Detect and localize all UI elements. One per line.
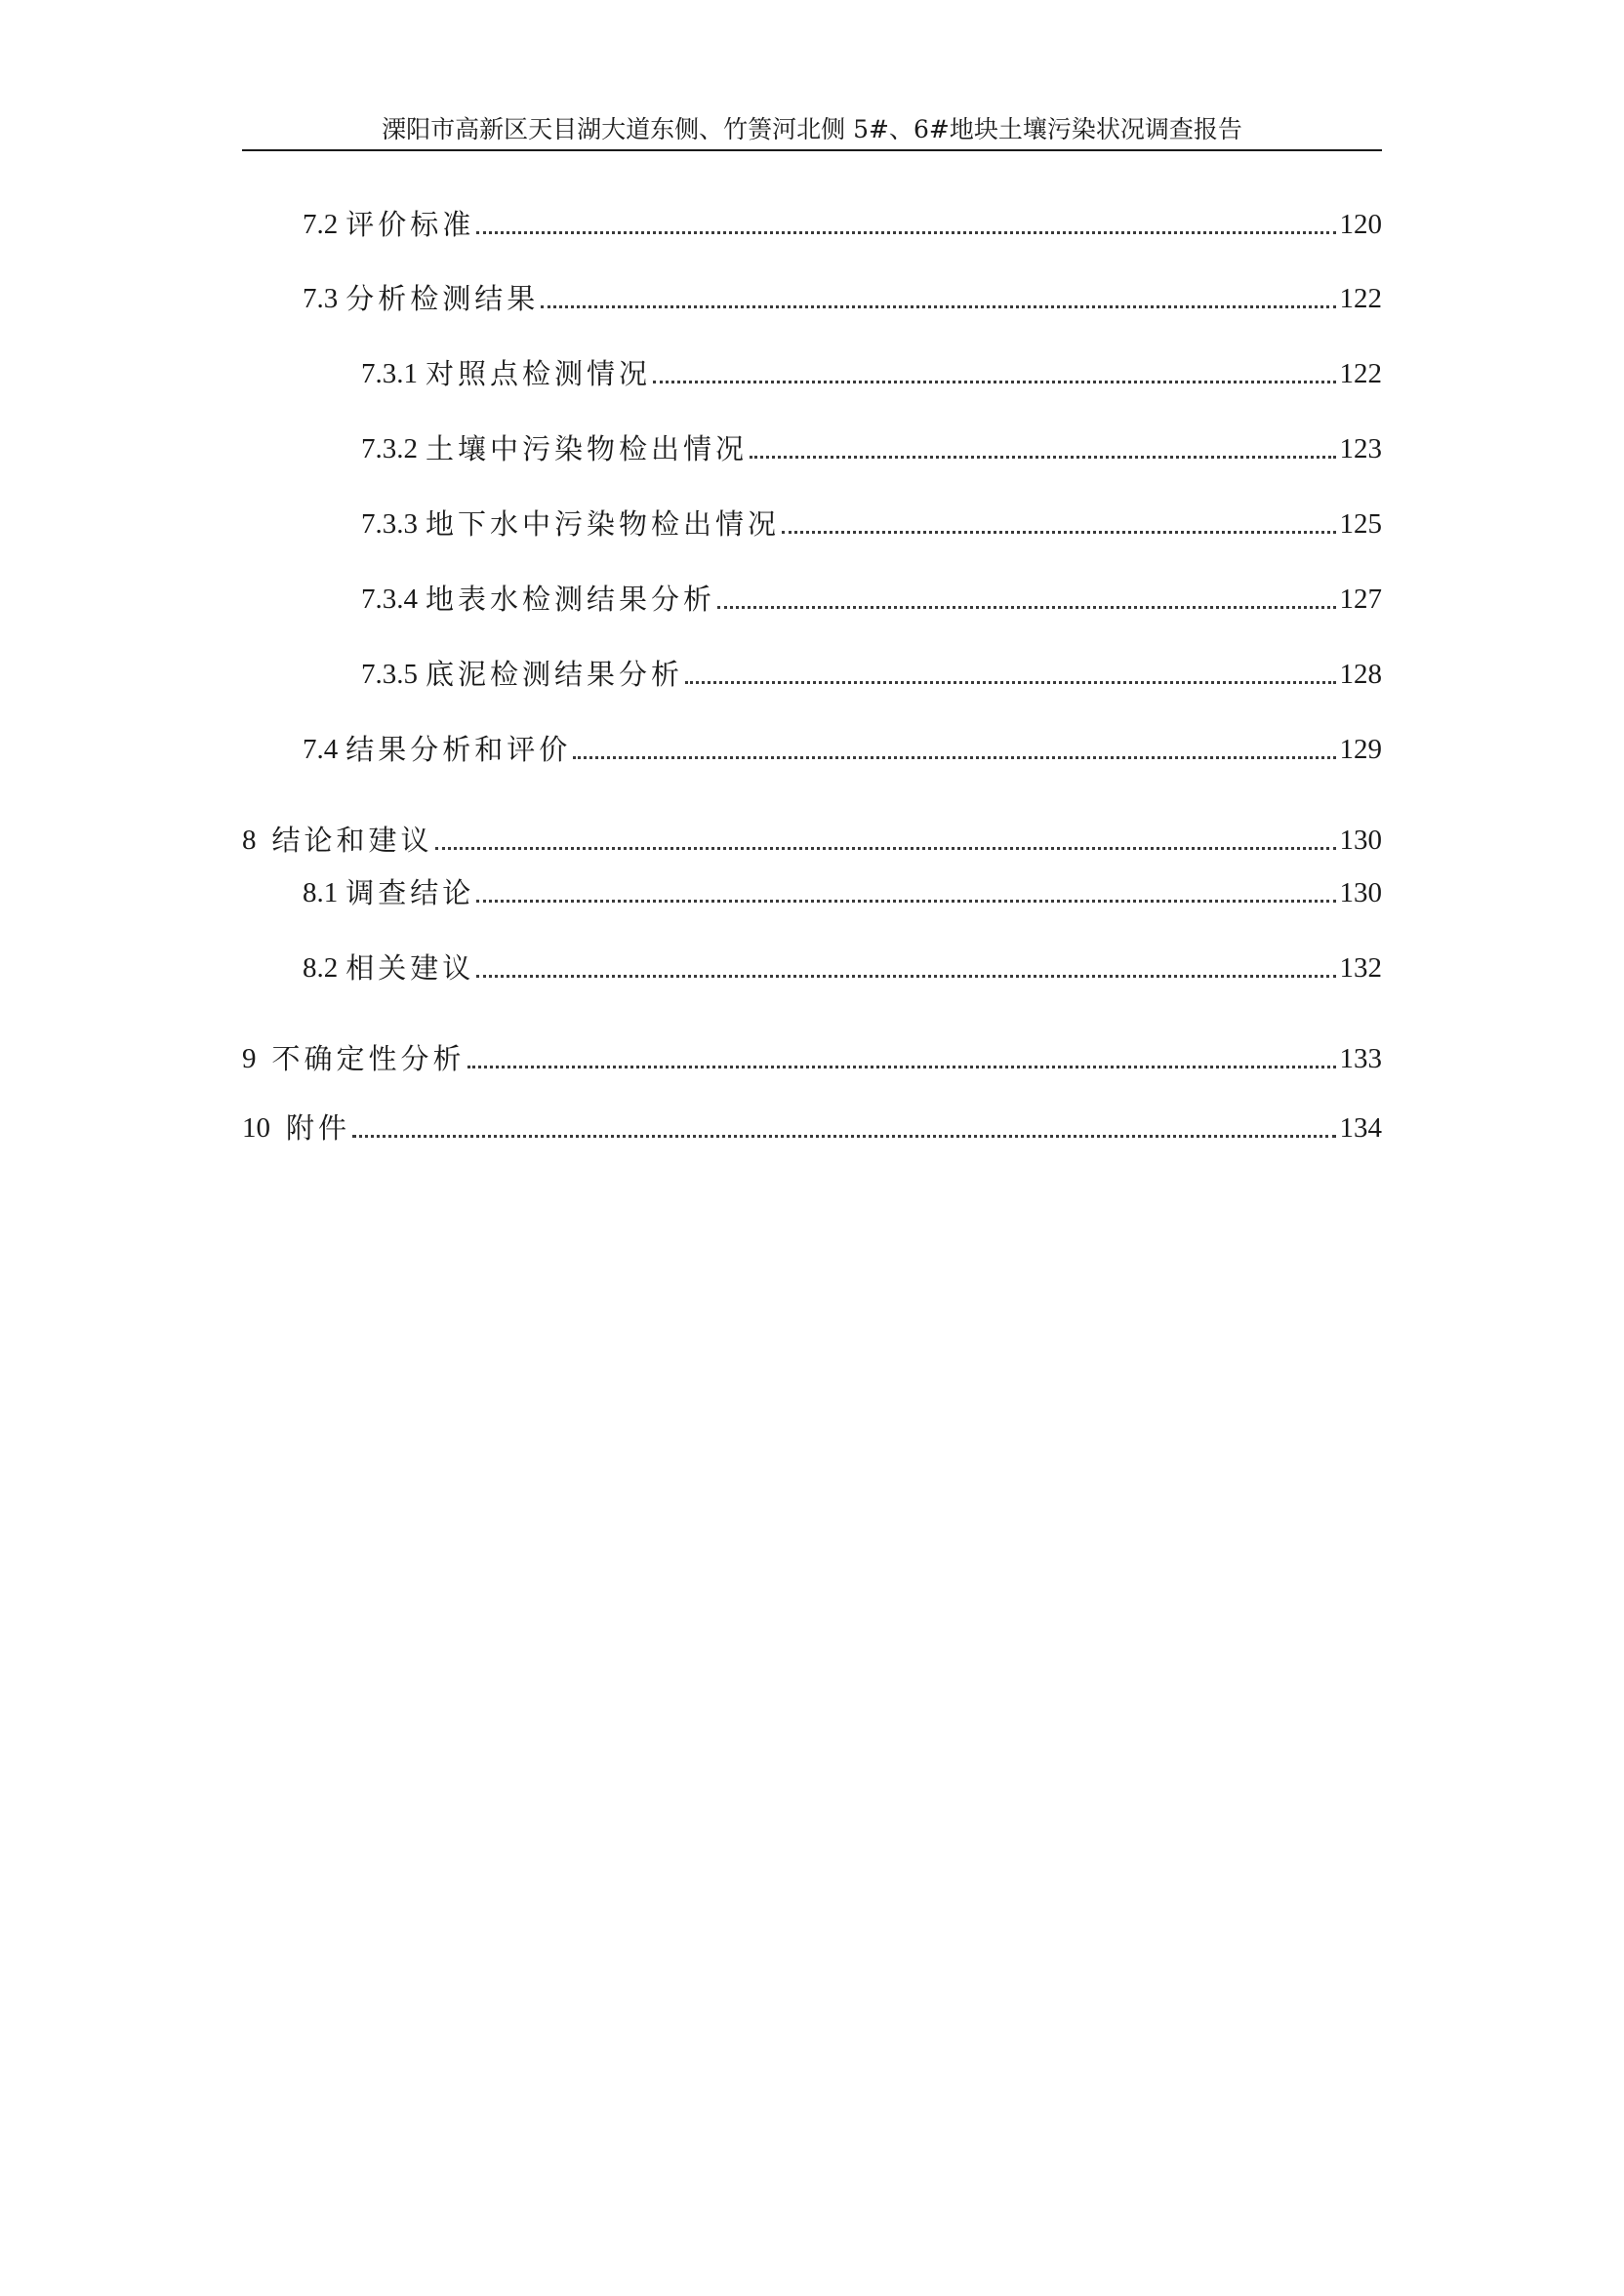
toc-entry-title: 不确定性分析 <box>271 1042 466 1075</box>
toc-entry-page: 127 <box>1339 584 1382 615</box>
dot-leader <box>435 847 1336 850</box>
toc-entry-title: 结论和建议 <box>271 824 433 857</box>
toc-entry-title: 地下水中污染物检出情况 <box>426 507 781 541</box>
toc-entry-title: 对照点检测情况 <box>426 357 652 390</box>
toc-entry-number: 9 <box>242 1043 257 1074</box>
toc-entry-page: 122 <box>1339 358 1382 389</box>
dot-leader <box>573 756 1335 759</box>
toc-entry-number: 7.3.2 <box>361 433 418 464</box>
dot-leader <box>476 231 1335 234</box>
toc-entry-8-1[interactable] <box>303 874 1382 911</box>
toc-entry-title: 地表水检测结果分析 <box>426 583 716 616</box>
toc-entry-number: 7.3.3 <box>361 508 418 540</box>
toc-entry-title: 结果分析和评价 <box>345 733 572 766</box>
header-divider <box>242 149 1382 151</box>
toc-entry-7-3-2[interactable] <box>361 430 1382 467</box>
toc-entry-title: 评价标准 <box>345 208 475 241</box>
toc-entry-page: 128 <box>1339 659 1382 690</box>
dot-leader <box>476 900 1335 903</box>
toc-entry-title: 分析检测结果 <box>345 282 540 315</box>
toc-entry-7-3-5[interactable] <box>361 656 1382 693</box>
toc-entry-9[interactable] <box>242 1040 1382 1077</box>
toc-entry-title: 相关建议 <box>345 951 475 985</box>
toc-entry-title: 土壤中污染物检出情况 <box>426 432 749 465</box>
toc-entry-number: 8.2 <box>303 952 339 984</box>
toc-entry-page: 134 <box>1339 1112 1382 1144</box>
toc-entry-title: 底泥检测结果分析 <box>426 658 684 691</box>
toc-entry-number: 7.3.4 <box>361 584 418 615</box>
toc-entry-8-2[interactable] <box>303 949 1382 987</box>
dot-leader <box>476 975 1335 978</box>
toc-entry-7-3-1[interactable] <box>361 355 1382 392</box>
toc-entry-number: 7.3.5 <box>361 659 418 690</box>
toc-entry-7-2[interactable] <box>303 206 1382 243</box>
dot-leader <box>717 606 1335 609</box>
toc-entry-page: 132 <box>1339 952 1382 984</box>
toc-entry-title: 调查结论 <box>345 876 475 909</box>
dot-leader <box>685 681 1335 684</box>
dot-leader <box>352 1135 1335 1138</box>
dot-leader <box>653 381 1335 383</box>
toc-entry-page: 133 <box>1339 1043 1382 1074</box>
toc-entry-number: 7.4 <box>303 734 339 765</box>
toc-entry-number: 7.3.1 <box>361 358 418 389</box>
toc-entry-7-3[interactable] <box>303 280 1382 317</box>
toc-entry-number: 7.2 <box>303 209 339 240</box>
toc-entry-page: 123 <box>1339 433 1382 464</box>
dot-leader <box>467 1066 1336 1068</box>
toc-entry-page: 130 <box>1339 825 1382 856</box>
toc-entry-title: 附件 <box>286 1111 351 1145</box>
page-header-title: 溧阳市高新区天目湖大道东侧、竹箦河北侧 5#、6#地块土壤污染状况调查报告 <box>382 115 1242 143</box>
toc-entry-page: 129 <box>1339 734 1382 765</box>
toc-entry-7-3-4[interactable] <box>361 581 1382 618</box>
toc-entry-page: 130 <box>1339 877 1382 908</box>
toc-entry-page: 125 <box>1339 508 1382 540</box>
toc-entry-10[interactable] <box>242 1109 1382 1147</box>
dot-leader <box>782 531 1335 534</box>
dot-leader <box>750 456 1335 459</box>
toc-entry-number: 8.1 <box>303 877 339 908</box>
toc-entry-number: 7.3 <box>303 283 339 314</box>
toc-entry-8[interactable] <box>242 822 1382 859</box>
toc-entry-page: 122 <box>1339 283 1382 314</box>
toc-entry-number: 8 <box>242 825 257 856</box>
toc-entry-page: 120 <box>1339 209 1382 240</box>
dot-leader <box>541 305 1335 308</box>
toc-entry-7-3-3[interactable] <box>361 505 1382 543</box>
toc-entry-7-4[interactable] <box>303 731 1382 768</box>
toc-entry-number: 10 <box>242 1112 270 1144</box>
